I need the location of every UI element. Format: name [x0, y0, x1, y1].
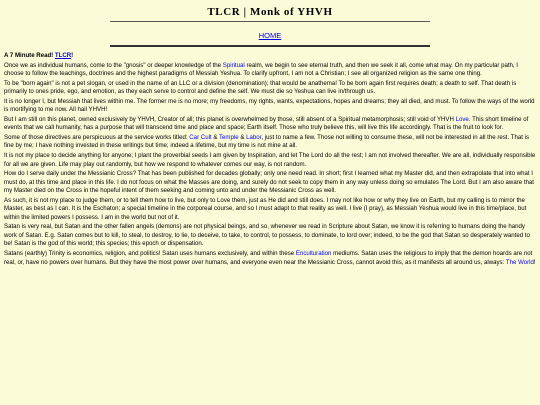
paragraph-5 — [4, 134, 536, 151]
home-link[interactable]: HOME — [258, 31, 282, 40]
p10-end: ! — [533, 258, 536, 266]
enculturation-link[interactable]: Enculturation — [295, 250, 332, 258]
p5-amp-2: & — [238, 133, 247, 141]
paragraph-1 — [4, 62, 536, 79]
p1-text-a: Once we as individual humans, come to the "gnosis" or deeper knowledge of the — [4, 61, 223, 69]
tlcr-link[interactable]: TLCR — [54, 52, 72, 59]
p5-text-a: Some of those directives are perspicuous at the service works titled: — [4, 133, 190, 141]
p5-text-b: , just to name a few. Those not willing to consume these, will not be interested in all the rest. That is fine by me; I have nothing invested in these writings but time; indeed a lifetime, but my time is not mine at all. — [4, 133, 530, 150]
p5-amp-1: & — [211, 133, 219, 141]
spiritual-link[interactable]: Spiritual — [222, 61, 245, 69]
lead-paragraph — [4, 52, 536, 61]
paragraph-8: As such, it is not my place to judge them, or to tell them how to live, but only to Love them, just as He did and still does. I may not like how or why they live on Earth, but my calling is to mirror the Master, as best as I can. It is the Eschaton; a special timeline in the corporeal course, and so I must adapt to that reality as well. I live (I pray), as Messiah Yeshua would live in this time/place, but within the limited powers I possess. I am in the world but not of it. — [4, 196, 527, 221]
paragraph-9: Satan is very real, but Satan and the other fallen angels (demons) are not physical beings, and so, whenever we read in Scripture about Satan, we know it is referring to humans doing the handy work of Satan. E.g. Satan comes but to kill, to steal, to destroy, to lie, to deceive, to take, to control, to possess, to dominate, to lord over; indeed, to be the god that Satan so desperately wanted to be! Satan is the god of this world; this species; this epoch or dispensation. — [4, 223, 530, 248]
paragraph-6: It is not my place to decide anything for anyone; I plant the proverbial seeds I am given by Inspiration, and let The Lord do all the rest; I am not involved thereafter. We are all, individually responsible for all we are given. Life may play out randomly, but how we respond to whatever comes our way, is not random. — [4, 152, 536, 168]
paragraph-10 — [4, 250, 536, 267]
p1-text-b: realm, we begin to see eternal truth, and then we seek it all, come what may. On my particular path, I choose to follow the teachings, doctrines and the highest paradigms of Messiah Yeshua. To clarify upfront, I am not a Christian; I see all organized religion as the same one thing. — [4, 61, 519, 78]
love-link[interactable]: Love — [455, 115, 469, 123]
paragraph-2: To be "born again" is not a pet slogan, or used in the name of an LLC or a division (denomination); that would be anathema! To be born again first requires death; a death to self. That death is primarily to ones pride, ego, and emotion, as they each serve to control and define the self. We must die so Yeshua can live in/through us. — [4, 79, 517, 96]
paragraph-4 — [4, 116, 536, 133]
labor-link[interactable]: Labor — [246, 133, 262, 141]
the-world-link[interactable]: The World — [505, 258, 534, 266]
article-body — [0, 47, 540, 267]
p4-text-a: But I am still on this planet, owned exclusively by YHVH, Creator of all; this planet is overwhelmed by those, still absent of a Spiritual metamorphosis; still void of YHVH — [4, 115, 456, 123]
paragraph-7: How do I serve daily under the Messianic Cross? That has been published for decades globally; only one need read. In short; first I learned what my Master did, and then extrapolate that into what I must do, at this time and place in this life. I do not focus on what the Masses are doing, and surely do not seek to copy them in any way unless doing so emulates The Lord. But I am also aware that my Master died on the Cross in the hopeful intent of them seeking and coming unto and under the Messianic Cross as well. — [4, 170, 534, 195]
site-title: TLCR | Monk of YHVH — [110, 6, 430, 22]
temple-link[interactable]: Temple — [218, 133, 239, 141]
nav-bar — [110, 25, 430, 47]
page-header — [0, 0, 540, 47]
p4-text-b: . This short timeline of events that we call humanity, has a purpose that will transcend time and place and space; Earth itself. Those who truly believe this, will live this life accordingly. That is the fruit to look for. — [4, 115, 529, 132]
lead-end: ! — [71, 52, 74, 59]
p10-text-b: mediums. Satan uses the religious to imply that the demon hoards are not real, or, have no powers over humans. But they have the most power over humans, and everyone even near the Messianic Cross, cannot avoid this, as it manifests all around us, always: — [4, 250, 533, 266]
p10-text-a: Satans (earthly) Trinity is economics, religion, and politics! Satan uses humans exclusively, and within these — [4, 250, 296, 258]
car-cult-link[interactable]: Car Cult — [189, 133, 212, 141]
lead-text: A 7 Minute Read! — [4, 52, 55, 59]
paragraph-3: It is no longer I, but Messiah that lives within me. The former me is no more; my freedoms, my rights, wants, expectations, hopes and dreams; they all died, and must. To follow the ways of the world is mortifying to me now. All hail YHVH! — [4, 97, 535, 114]
